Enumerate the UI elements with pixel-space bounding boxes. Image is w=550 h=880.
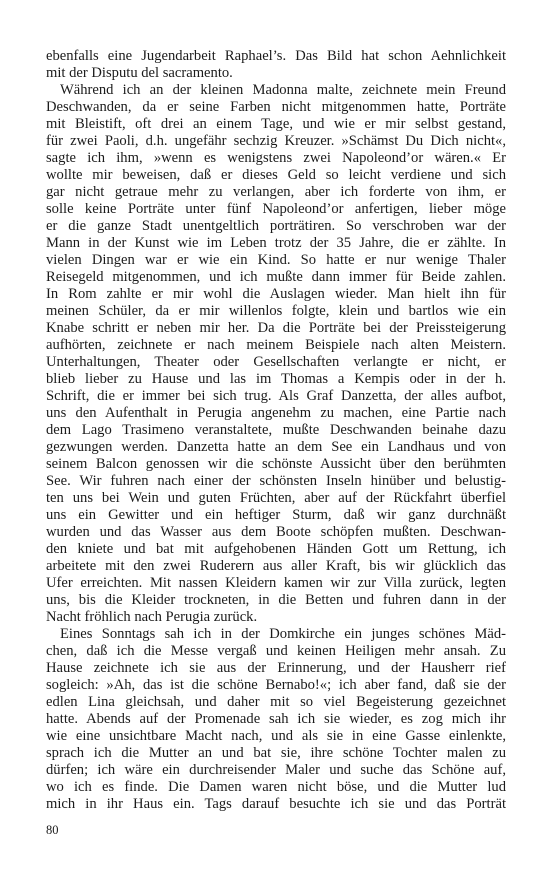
text-line xyxy=(46,184,506,201)
text-line xyxy=(46,337,506,354)
line-text: Nacht fröhlich nach Perugia zurück. xyxy=(46,609,258,625)
line-text: chen, daß ich die Messe vergaß und keinen Heiligen mehr ansah. Zu xyxy=(46,643,506,659)
paragraph xyxy=(46,48,506,82)
line-text: wurden und das Wasser aus dem Boote schöpfen mußten. Deschwan- xyxy=(46,524,506,540)
text-line xyxy=(46,609,506,626)
text-line xyxy=(46,456,506,473)
text-line xyxy=(46,507,506,524)
line-text: dem Lago Trasimeno veranstaltete, mußte Deschwanden beinahe dazu xyxy=(46,422,506,438)
text-line xyxy=(46,711,506,728)
line-text: See. Wir fuhren nach einer der schönsten Inseln hinüber und belustig- xyxy=(46,473,506,489)
line-text: mich in ihr Haus ein. Tags darauf besuchte ich sie und das Porträt xyxy=(46,796,506,812)
line-text: meinen Schüler, da er mir willenlos folgte, klein und bartlos wie ein xyxy=(46,303,506,319)
text-line xyxy=(46,269,506,286)
line-text: seinem Balcon genossen wir die schönste Aussicht über den berühmten xyxy=(46,456,506,472)
line-text: In Rom zahlte er mir wohl die Auslagen wieder. Man hielt ihn für xyxy=(46,286,506,302)
text-line xyxy=(46,592,506,609)
line-text: Eines Sonntags sah ich in der Domkirche ein junges schönes Mäd- xyxy=(60,626,506,642)
text-line xyxy=(46,286,506,303)
text-line xyxy=(46,99,506,116)
line-text: vielen Dingen war er wie ein Kind. So hatte er nur wenige Thaler xyxy=(46,252,506,268)
text-line xyxy=(46,320,506,337)
line-text: ten uns bei Wein und guten Früchten, aber auf der Rückfahrt überfiel xyxy=(46,490,506,506)
text-line xyxy=(46,558,506,575)
line-text: ebenfalls eine Jugendarbeit Raphael’s. Das Bild hat schon Aehnlichkeit xyxy=(46,48,506,64)
line-text: Deschwanden, da er seine Farben nicht mitgenommen hatte, Porträte xyxy=(46,99,506,115)
line-text: Hause zeichnete ich sie aus der Erinnerung, und der Hausherr rief xyxy=(46,660,506,676)
body-text xyxy=(46,48,506,813)
text-line xyxy=(46,218,506,235)
line-text: Während ich an der kleinen Madonna malte, zeichnete mein Freund xyxy=(60,82,506,98)
line-text: sagte ich ihm, »wenn es wenigstens zwei Napoleond’or wären.« Er xyxy=(46,150,506,166)
line-text: aufhörten, zeichnete er nach meinem Beispiele nach alten Meistern. xyxy=(46,337,506,353)
line-text: für zwei Paoli, d.h. ungefähr sechzig Kreuzer. »Schämst Du Dich nicht«, xyxy=(46,133,506,149)
text-line xyxy=(46,133,506,150)
line-text: Knabe schritt er neben mir her. Da die Porträte bei der Preissteigerung xyxy=(46,320,506,336)
line-text: wollte mir beweisen, daß er dieses Geld so leicht verdiene und sich xyxy=(46,167,506,183)
text-line xyxy=(46,235,506,252)
line-text: Unterhaltungen, Theater oder Gesellschaften verlangte er nicht, er xyxy=(46,354,506,370)
line-text: dürfen; ich wäre ein durchreisender Maler und suche das Schöne auf, xyxy=(46,762,506,778)
text-line xyxy=(46,422,506,439)
text-line xyxy=(46,490,506,507)
paragraph xyxy=(46,626,506,813)
line-text: den kniete und bat mit aufgehobenen Händen Gott um Rettung, ich xyxy=(46,541,506,557)
line-text: sogleich: »Ah, das ist die schöne Bernabo!«; ich aber fand, daß sie der xyxy=(46,677,506,693)
text-line xyxy=(46,303,506,320)
line-text: Ufer erreichten. Mit nassen Kleidern kamen wir zur Villa zurück, legten xyxy=(46,575,506,591)
text-line xyxy=(46,388,506,405)
text-line xyxy=(46,65,506,82)
text-line xyxy=(46,762,506,779)
text-line xyxy=(46,82,506,99)
text-line xyxy=(46,677,506,694)
page-number: 80 xyxy=(46,823,59,837)
line-text: gezwungen werden. Danzetta hatte an dem See ein Landhaus und von xyxy=(46,439,506,455)
line-text: Reisegeld mitgenommen, und ich mußte dann immer für Beide zahlen. xyxy=(46,269,506,285)
line-text: uns ein Gewitter und ein heftiger Sturm, daß wir ganz durchnäßt xyxy=(46,507,506,523)
text-line xyxy=(46,575,506,592)
line-text: arbeitete mit den zwei Ruderern aus aller Kraft, bis wir glücklich das xyxy=(46,558,506,574)
text-line xyxy=(46,626,506,643)
line-text: wo ich es finde. Die Damen waren nicht böse, und die Mutter lud xyxy=(46,779,506,795)
text-line xyxy=(46,405,506,422)
text-line xyxy=(46,354,506,371)
text-line xyxy=(46,150,506,167)
text-line xyxy=(46,779,506,796)
line-text: mit der Disputu del sacramento. xyxy=(46,65,233,81)
text-line xyxy=(46,728,506,745)
text-line xyxy=(46,643,506,660)
text-line xyxy=(46,201,506,218)
text-line xyxy=(46,745,506,762)
line-text: edlen Lina gleichsah, und daher mit so viel Begeisterung gezeichnet xyxy=(46,694,506,710)
line-text: wie eine unsichtbare Macht nach, und als sie in eine Gasse einlenkte, xyxy=(46,728,506,744)
line-text: mit Bleistift, oft drei an einem Tage, und wie er mir selbst gestand, xyxy=(46,116,506,132)
line-text: Schrift, die er immer bei sich trug. Als Graf Danzetta, der alles aufbot, xyxy=(46,388,506,404)
text-line xyxy=(46,473,506,490)
line-text: blieb lieber zu Hause und las im Thomas a Kempis oder in der h. xyxy=(46,371,506,387)
text-line xyxy=(46,694,506,711)
line-text: uns den Aufenthalt in Perugia angenehm zu machen, eine Partie nach xyxy=(46,405,506,421)
text-line xyxy=(46,660,506,677)
text-line xyxy=(46,541,506,558)
line-text: uns, bis die Kleider trockneten, in die Betten und fuhren dann in der xyxy=(46,592,506,608)
text-line xyxy=(46,371,506,388)
line-text: hatte. Abends auf der Promenade sah ich sie wieder, es zog mich ihr xyxy=(46,711,506,727)
text-line xyxy=(46,439,506,456)
paragraph xyxy=(46,82,506,626)
text-line xyxy=(46,524,506,541)
line-text: er die ganze Stadt unentgeltlich porträtiren. So verschroben war der xyxy=(46,218,506,234)
line-text: gar nicht getraue mehr zu verlangen, aber ich forderte von ihm, er xyxy=(46,184,506,200)
text-line xyxy=(46,167,506,184)
text-line xyxy=(46,252,506,269)
text-line xyxy=(46,796,506,813)
line-text: solle keine Porträte unter fünf Napoleond’or anfertigen, lieber möge xyxy=(46,201,506,217)
line-text: Mann in der Kunst wie im Leben trotz der 35 Jahre, die er zählte. In xyxy=(46,235,506,251)
text-line xyxy=(46,116,506,133)
line-text: sprach ich die Mutter an und bat sie, ihre schöne Tochter malen zu xyxy=(46,745,506,761)
text-line xyxy=(46,48,506,65)
